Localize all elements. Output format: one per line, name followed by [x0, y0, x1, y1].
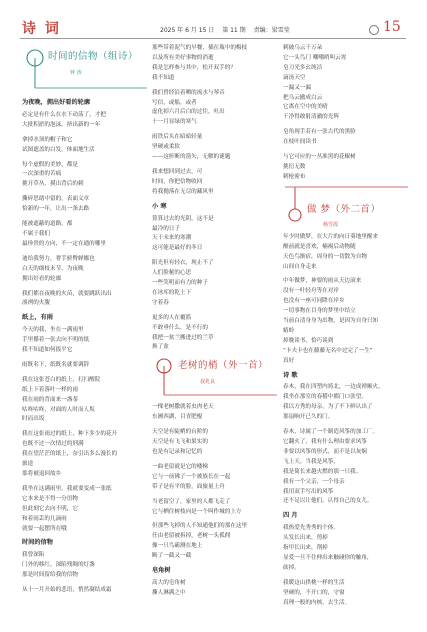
poem-line: 不属于我们 — [22, 230, 50, 237]
poem-line: 刺破乌云千万朵 — [283, 45, 323, 51]
page-number: 15 — [383, 19, 401, 35]
poem-line: 手里攥着一张去向不明的纸 — [22, 337, 90, 344]
poem-line: 我们都在夜晚的火苗，就要跳跃出出 — [22, 290, 112, 297]
poem-line: 咕咚咕咚，对面的人时而人坂 — [22, 406, 95, 413]
poem-line: 我曾深陷 — [22, 552, 45, 559]
poem-line: 能被遮蔽的道路，都 — [22, 221, 73, 228]
poem-line: 大批积淤的泡沫，挤出新的一年 — [22, 121, 101, 128]
poem-line: 皂角现手若有一张古代的黑脸 — [283, 129, 356, 136]
poem-line: 头发长出来，剪掉 — [283, 535, 328, 542]
poem-line: 我不知道如何扳平它 — [22, 347, 73, 354]
poem-line: 守着春 — [152, 299, 169, 306]
poem-subtitle: 诗 歌 — [283, 371, 298, 379]
poem-line: 我是怎样参与其中，松开双手的？ — [152, 64, 236, 71]
section-april — [283, 511, 410, 608]
poem-line: 我不知道 — [152, 74, 175, 81]
poem-line: 更多的人在覆篮 — [152, 314, 192, 321]
poem-line: 时间，你把信物收回 — [152, 178, 203, 185]
poem-line: 我在雨的背面来一盏茶 — [22, 396, 78, 403]
poem-subtitle: 时间的信物 — [22, 539, 53, 547]
poem-line: 在枝叶间读书 — [283, 139, 317, 146]
page-circle-icon — [369, 25, 379, 35]
poem-line: 断了一截又一截 — [152, 553, 192, 560]
poem-line: 十一月显绿的寒气 — [152, 119, 197, 126]
poem-line: 滴汤天空 — [283, 74, 306, 81]
poem-line: 它一头鸟门 嘲嘲哨叫云霄 — [283, 54, 347, 61]
poem-line: 干净得敢射清澈的光辉 — [283, 114, 339, 121]
poem-banner-dream — [283, 183, 410, 233]
section-cold — [152, 202, 279, 354]
poem-line: 指甲长出来，削掉 — [283, 545, 328, 552]
poem-line: 年少时做梦，在大片的向日葵地里醒来 — [283, 233, 379, 240]
column-3-poem — [283, 233, 410, 367]
poem-line: 恰新的一年，让出一条去路 — [22, 206, 90, 213]
poem-line: 与它可应的一丛准黑的花椒树 — [283, 154, 356, 161]
poem-line: 山间自身走来 — [283, 263, 317, 270]
poem-author: 杨雪霞 — [323, 221, 339, 228]
section-nest — [152, 566, 279, 599]
poem-line: 最珍贵的方向，不一定在通的哪里 — [22, 240, 106, 247]
poem-line: 飞上天。当我是风筝， — [283, 458, 339, 465]
poem-line: 我在这张雨过的纸上，种下多少的花开 — [22, 431, 118, 438]
poem-line: 东圃西湖，目青肥棍 — [152, 414, 203, 421]
poem-line: 但此刻它去向不明，它 — [22, 505, 78, 512]
issue-info — [160, 25, 296, 34]
poem-line: 把乌云撤成白云 — [283, 94, 323, 101]
poem-line: 它与栖住树枝向是一个叫作城的上方 — [152, 508, 242, 515]
column-3-top — [283, 44, 410, 183]
poem-subtitle: 为夜晚，拥出好看的轮廓 — [22, 99, 91, 106]
section-logo: 诗 词 — [22, 21, 61, 37]
poem-line: 它离在空中的美晴 — [283, 104, 328, 111]
column-2-top — [152, 44, 279, 198]
poem-line: 我坐在这满雨里，我就要变成一张纸 — [22, 485, 112, 492]
poem-line: 蜻蛉 — [283, 327, 295, 334]
poem-line: 和着雨丢的几滴雨 — [22, 515, 67, 522]
poem-line: 一漏又一漏 — [283, 84, 311, 91]
poem-line: 挑衍无数 — [283, 163, 306, 170]
poem-line: 这可能是最好的冬日 — [152, 245, 203, 252]
poem-line: 砍掉。 — [283, 564, 300, 571]
poem-line: 它与一前佛子一个被族长在一起 — [152, 473, 231, 480]
poem-line: 撕碎思绪中留的，表面义章 — [22, 196, 90, 203]
poem-title: 时间的信物（组诗） — [48, 51, 139, 62]
poem-line: 我是简长来越火燃的那一只我。 — [283, 468, 362, 475]
poem-line: 从十一月开始的悲语，悄然凝结成霜 — [22, 587, 112, 594]
poem-line: 每个虚假的美妙，都是 — [22, 161, 78, 168]
poem-line: 春木，诗属了一个制造风筝的加工厂。 — [283, 429, 379, 436]
column-3 — [283, 44, 410, 609]
poem-banner-tree — [152, 353, 279, 403]
poem-line: 就要一起摆所在哦 — [22, 525, 67, 532]
poem-line: 真理一般的内核，去生活。 — [283, 599, 351, 606]
poem-author: 钟 涛 — [70, 70, 82, 76]
poem-line: 雨铁后头在暗暗轻量 — [152, 134, 203, 141]
poem-line: 天色鸟渐宿，周身的一切散为自物 — [283, 253, 367, 260]
poem-line: 刺枪密布 — [283, 173, 306, 180]
poem-line: 人们脸秘的心思 — [152, 270, 192, 277]
poem-line: 像一只鸟霸测在地上 — [152, 543, 203, 550]
poem-line: 白天的细枝末节，为夜晚 — [22, 265, 84, 272]
poem-line: 我用双手写出的风筝 — [283, 488, 334, 495]
poem-banner-time — [22, 44, 149, 94]
poem-line: 皂刀光多幺纯洁 — [283, 64, 323, 71]
poem-line: 在冰库的乾土下 — [152, 289, 192, 296]
poem-line: 当前白清身身为出物，是因为自身只知 — [283, 318, 379, 325]
section-poetry — [283, 371, 410, 508]
poem-line: 我们曾经沿着晒的流水与琴音 — [152, 89, 225, 96]
poem-line: 我在望茫茫的纸上，奈引出多么漫长的 — [22, 451, 118, 458]
column-1 — [22, 44, 149, 596]
poem-author: 叔兆良 — [200, 379, 216, 386]
poem-line: 必定是有什么在水下动荡了，才把 — [22, 111, 106, 118]
header-rule — [20, 38, 406, 39]
poem-line: 雨既名下，纸既名就要调辞 — [22, 361, 90, 368]
poem-line: 春木，我在四塑内祷北，一边成禅顺火。 — [283, 384, 384, 391]
poem-line: 我坐在那室的春稽中都门口张望。 — [283, 394, 367, 401]
poem-line: 高大的皂角树 — [152, 579, 186, 586]
poem-line: 算算过去的光阴，这不是 — [152, 215, 214, 222]
poem-line: 今天的我，坐在一满雨里 — [22, 327, 84, 334]
poem-line: 我把一盆兰搬进过的兰草 — [152, 334, 214, 341]
poem-line: 换了盆 — [152, 344, 169, 351]
poem-line: 拿掉水顶的帽子和它 — [22, 136, 73, 143]
column-1-body — [22, 98, 149, 596]
poem-subtitle: 小 寒 — [152, 202, 167, 210]
poem-line: 撕人淋满之中 — [152, 589, 186, 596]
poem-line: 那扇晌开已久的门。 — [283, 414, 334, 421]
poem-line: 天干未来的寒潮 — [152, 235, 192, 242]
poem-line: 迪给我努力，奢手骄臀婵娜也 — [22, 255, 95, 262]
poem-line: 那将被退回故乡 — [22, 471, 62, 477]
poem-line: 也没有一座可同降在岸乡 — [283, 298, 345, 305]
page-header — [0, 0, 427, 40]
poem-line: 那是时间留给我的信物 — [22, 572, 78, 579]
poem-line: 拥出好看的轮廓 — [22, 275, 62, 282]
poem-line: 当老留空了，家里的人都飞走了 — [152, 498, 231, 505]
poem-line: 天空是有飞飞和果实的 — [152, 439, 208, 446]
poem-line: 我热爱先秀秀的个体。 — [283, 525, 339, 532]
poem-line: 旅途 — [22, 461, 34, 468]
issue-date: 2025 年 6 月 15 日 — [160, 27, 215, 34]
poem-line: 将我抛落在无尽的藏风里 — [152, 188, 214, 195]
poem-line: 时而出坂 — [22, 416, 45, 423]
poem-line: ——这折断的箭矢，无解的谜题 — [152, 154, 231, 161]
poem-line: 以及所有美好事物的消逝 — [152, 54, 214, 61]
poem-line: 它翻火了，我有什么理由要求风筝 — [283, 439, 367, 445]
poem-line: 那些带着泥气的早餐，插在瓶中的梅枝 — [152, 45, 248, 51]
poem-title: 做 梦（外二首） — [307, 203, 381, 215]
poem-line: 一次深重的苦痛 — [22, 171, 62, 178]
poem-line: 天空是有陡峭的台阶的 — [152, 429, 208, 436]
poem-line: 掉晚谈书，恰巧谈到 — [283, 337, 334, 344]
poem-line: 没有一叶轻舟等在对岸 — [283, 288, 339, 295]
issue-editor: 责编：梁雪莹 — [253, 27, 290, 34]
poem-line: 它本来是不得一分语物 — [22, 495, 78, 502]
poem-line: 我来想回到过去，可 — [152, 168, 203, 175]
poem-line: 中年做梦，神要的雨从天边滚来 — [283, 278, 362, 285]
poem-line: 纸上下着落叶一样的雨 — [22, 386, 78, 393]
poem-line: 一些笑明而有力的种子 — [152, 280, 208, 287]
poem-line: 凛冽的火腹 — [22, 300, 50, 307]
poem-line: 不敢垂什么，是不行的 — [152, 324, 208, 331]
poem-line: 我以方秀的母亲，为了不下鲜认出了 — [283, 404, 373, 411]
poem-line: 显爱一旦不住伸出来触碰你的触角， — [283, 554, 373, 561]
poem-line: “卡夫卡也在藤藤无名中过完了一生” — [283, 347, 373, 354]
poem-line: 非要以风筝的形式，而不是以灰焖 — [283, 448, 367, 455]
poem-subtitle: 纸上，有雨 — [22, 314, 53, 322]
poem-subtitle: 皂角树 — [152, 567, 171, 575]
poem-line: 一棵老树撒就着虫肉老天 — [152, 404, 214, 411]
poem-line: 门外的移红，深陷残绸的灯盏 — [22, 562, 95, 569]
poem-line: 阳光但有轻衣，现止不了 — [152, 260, 214, 267]
poem-line: 但那些飞掉的人不知通他们的那在这里 — [152, 523, 248, 530]
poem-line: 真好 — [283, 357, 295, 364]
poem-line: 挑开草丛，摸出背后的刺 — [22, 181, 84, 188]
poem-line: 也是有记录和记忆的 — [152, 449, 203, 455]
poem-line: 我有一个父亲，一个母亲 — [283, 478, 345, 485]
poem-line: 试图遮盖的白发，体面地生活 — [22, 146, 95, 153]
poem-line: 我暖这山拱桃一样的生活 — [283, 579, 345, 586]
poem-line: 醒前就是喜欢，楠褐后动物随 — [283, 243, 356, 250]
column-2 — [152, 44, 279, 599]
poem-line: 也既不过一次情过的刑满 — [22, 441, 84, 448]
poem-line: 带子是有平的脸，面旅量上舟 — [152, 483, 225, 490]
poem-subtitle: 四 月 — [283, 512, 298, 520]
poem-line: 任由老留被拆掉，老树一头孤佣 — [152, 533, 231, 540]
poem-line: 我在这张苍白的纸上，打扫醒院 — [22, 376, 101, 383]
poem-line: 一曲老留就是它的楼梯 — [152, 463, 208, 470]
issue-number: 第 11 期 — [222, 27, 246, 34]
poem-line: 最冷的日子 — [152, 225, 180, 232]
poem-title: 老树的梢（外一首） — [178, 360, 269, 372]
poem-line: 坚硬的，不开口的，守窗 — [283, 589, 345, 596]
poem-line: 坚硬或柔软 — [152, 144, 180, 151]
column-2-poem — [152, 403, 279, 562]
poem-line: 一切事物在目身的梦里中结立 — [283, 308, 356, 315]
poem-line: 写信，或船，或者 — [152, 99, 197, 106]
poem-line: 还不足以让他们，认得自己的女儿。 — [283, 498, 373, 505]
poem-line: 虚化掉六月后白的过往，吐出 — [152, 109, 225, 116]
